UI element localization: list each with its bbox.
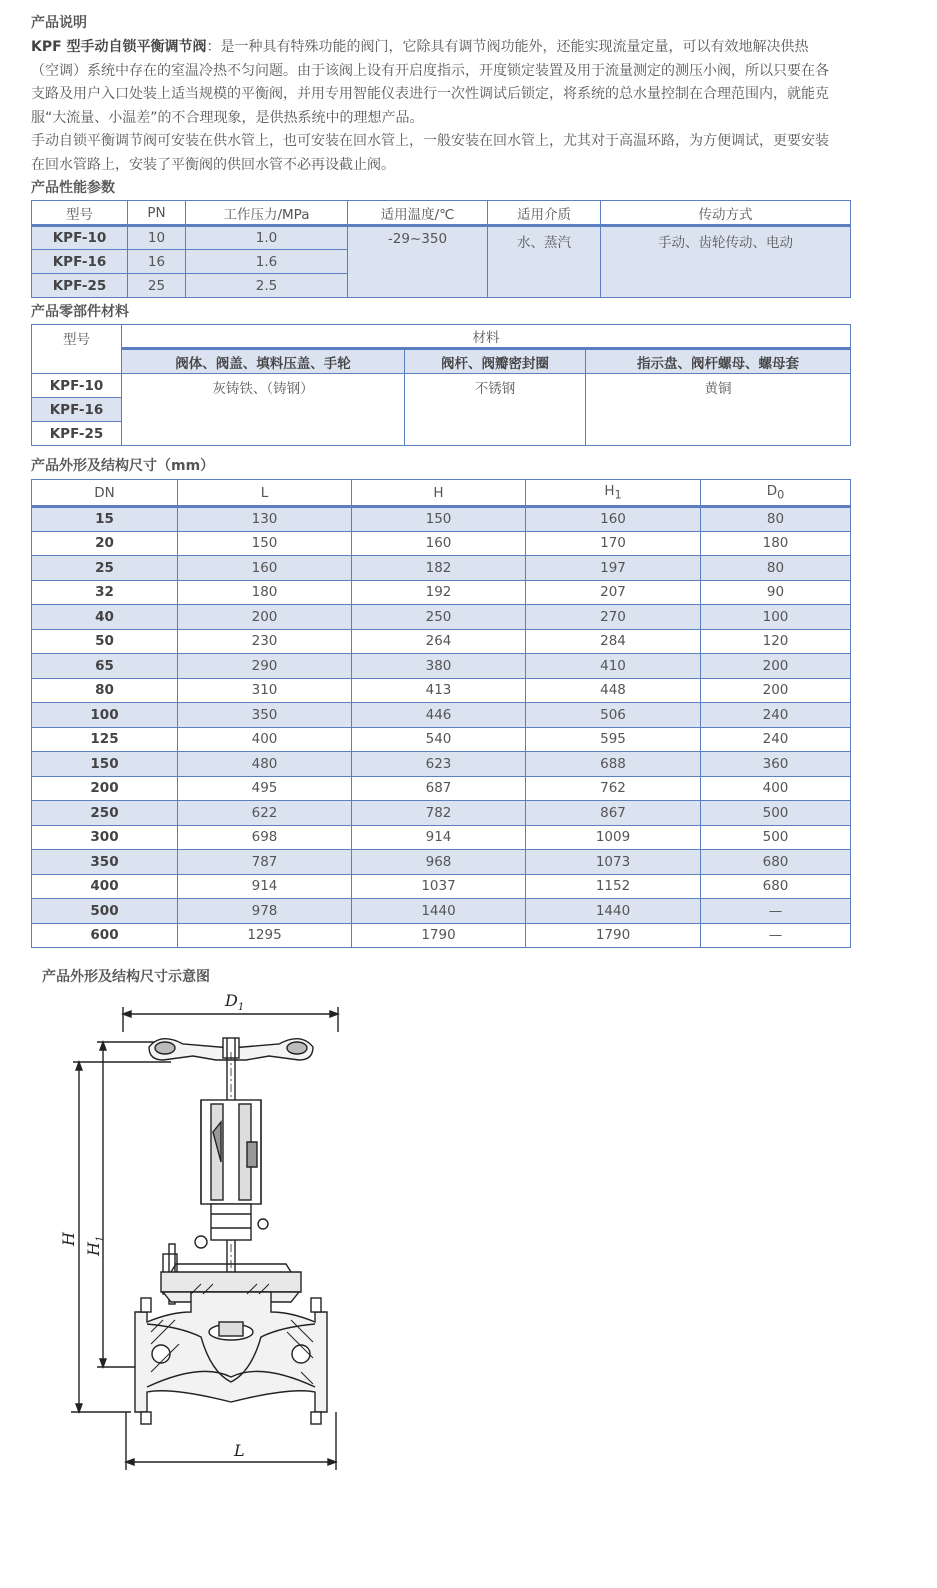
intro-line-6: 在回水管路上，安装了平衡阀的供回水管不必再设截止阀。 (31, 156, 395, 173)
dims-cell: 150 (352, 507, 526, 532)
parts-model: KPF-25 (32, 422, 122, 446)
perf-col-medium: 适用介质 (488, 201, 601, 226)
table-row (32, 874, 851, 899)
dims-cell: 250 (352, 605, 526, 630)
perf-header-row (32, 201, 851, 226)
parts-material: 灰铸铁、（铸钢） (122, 374, 405, 446)
table-row (32, 531, 851, 556)
table-row (32, 850, 851, 875)
dims-cell: 698 (178, 825, 352, 850)
dims-dn-cell: 500 (32, 899, 178, 924)
dims-cell: — (701, 923, 851, 948)
dims-cell: 284 (526, 629, 701, 654)
parts-sub-header: 阀体、阀盖、填料压盖、手轮 (122, 349, 405, 374)
dims-cell: 130 (178, 507, 352, 532)
perf-pn: 16 (128, 250, 186, 274)
dims-cell: 1073 (526, 850, 701, 875)
dims-cell: 230 (178, 629, 352, 654)
table-row (32, 801, 851, 826)
perf-col-model: 型号 (32, 201, 128, 226)
dims-cell: 687 (352, 776, 526, 801)
perf-col-drive: 传动方式 (601, 201, 851, 226)
dims-cell: 1790 (526, 923, 701, 948)
table-row (32, 923, 851, 948)
intro-heading: 产品说明 (31, 15, 87, 31)
parts-sub-header-row (32, 349, 851, 374)
dims-cell: 1440 (352, 899, 526, 924)
table-row (32, 374, 851, 398)
dims-dn-cell: 20 (32, 531, 178, 556)
dims-cell: 622 (178, 801, 352, 826)
dims-cell: 380 (352, 654, 526, 679)
table-row (32, 752, 851, 777)
dims-cell: 500 (701, 801, 851, 826)
dims-cell: 623 (352, 752, 526, 777)
parts-model: KPF-10 (32, 374, 122, 398)
dims-cell: 240 (701, 727, 851, 752)
dims-cell: 400 (178, 727, 352, 752)
dims-cell: 782 (352, 801, 526, 826)
table-row (32, 678, 851, 703)
dims-cell: 192 (352, 580, 526, 605)
dims-dn-cell: 250 (32, 801, 178, 826)
dims-cell: 1295 (178, 923, 352, 948)
dims-dn-cell: 100 (32, 703, 178, 728)
dims-col-l: L (178, 480, 352, 507)
dims-cell: 762 (526, 776, 701, 801)
dims-dn-cell: 15 (32, 507, 178, 532)
dims-cell: 978 (178, 899, 352, 924)
dims-cell: 680 (701, 850, 851, 875)
dims-dn-cell: 125 (32, 727, 178, 752)
parts-header-row (32, 325, 851, 349)
perf-heading: 产品性能参数 (31, 180, 115, 196)
intro-lead: KPF 型手动自锁平衡调节阀 (31, 39, 207, 55)
dims-dn-cell: 65 (32, 654, 178, 679)
dims-header-row (32, 480, 851, 507)
parts-table (31, 324, 851, 446)
perf-medium: 水、蒸汽 (488, 226, 601, 298)
table-row (32, 556, 851, 581)
dims-cell: 1152 (526, 874, 701, 899)
dims-dn-cell: 40 (32, 605, 178, 630)
valve-diagram (51, 992, 371, 1482)
perf-col-pn: PN (128, 201, 186, 226)
dims-cell: 197 (526, 556, 701, 581)
dims-cell: 1790 (352, 923, 526, 948)
dims-dn-cell: 25 (32, 556, 178, 581)
dims-dn-cell: 350 (32, 850, 178, 875)
table-row (32, 776, 851, 801)
perf-pressure: 1.0 (186, 226, 348, 250)
intro-line-2: （空调）系统中存在的室温冷热不匀问题。由于该阀上设有开启度指示，开度锁定装置及用于流量测定的测压小阀，所以只要在各 (31, 62, 829, 79)
intro-text (31, 36, 901, 177)
parts-material: 不锈钢 (405, 374, 586, 446)
dims-cell: 914 (178, 874, 352, 899)
dims-col-h: H (352, 480, 526, 507)
dims-cell: 264 (352, 629, 526, 654)
dims-cell: 787 (178, 850, 352, 875)
dims-cell: 240 (701, 703, 851, 728)
label-h: H (59, 1232, 78, 1246)
dims-cell: 80 (701, 556, 851, 581)
parts-sub-header: 阀杆、阀瓣密封圈 (405, 349, 586, 374)
dims-cell: 480 (178, 752, 352, 777)
dims-cell: 160 (526, 507, 701, 532)
dims-dn-cell: 150 (32, 752, 178, 777)
diagram-title: 产品外形及结构尺寸示意图 (42, 969, 210, 985)
parts-model: KPF-16 (32, 398, 122, 422)
dims-cell: 180 (178, 580, 352, 605)
dims-cell: 200 (178, 605, 352, 630)
dims-cell: 867 (526, 801, 701, 826)
dims-table (31, 479, 851, 948)
dims-dn-cell: 32 (32, 580, 178, 605)
perf-table (31, 200, 851, 298)
table-row (32, 629, 851, 654)
dims-dn-cell: 300 (32, 825, 178, 850)
dims-cell: 200 (701, 678, 851, 703)
dims-cell: 270 (526, 605, 701, 630)
intro-line-4: 服“大流量、小温差”的不合理现象，是供热系统中的理想产品。 (31, 109, 424, 126)
table-row (32, 703, 851, 728)
perf-col-pressure: 工作压力/MPa (186, 201, 348, 226)
dims-cell: 540 (352, 727, 526, 752)
dims-cell: 80 (701, 507, 851, 532)
dims-cell: 968 (352, 850, 526, 875)
perf-model: KPF-25 (32, 274, 128, 298)
table-row (32, 226, 851, 250)
perf-drive: 手动、齿轮传动、电动 (601, 226, 851, 298)
table-row (32, 605, 851, 630)
dims-dn-cell: 50 (32, 629, 178, 654)
perf-model: KPF-10 (32, 226, 128, 250)
table-row (32, 654, 851, 679)
dims-cell: 413 (352, 678, 526, 703)
dims-cell: 170 (526, 531, 701, 556)
perf-pressure: 1.6 (186, 250, 348, 274)
table-row (32, 507, 851, 532)
dims-cell: 1009 (526, 825, 701, 850)
dims-cell: — (701, 899, 851, 924)
dims-cell: 1440 (526, 899, 701, 924)
dims-cell: 290 (178, 654, 352, 679)
perf-pn: 25 (128, 274, 186, 298)
label-d1: $D_1$ (225, 992, 245, 1013)
parts-col-material: 材料 (122, 325, 851, 349)
table-row (32, 727, 851, 752)
perf-model: KPF-16 (32, 250, 128, 274)
table-row (32, 580, 851, 605)
intro-line-5: 手动自锁平衡调节阀可安装在供水管上，也可安装在回水管上，一般安装在回水管上，尤其对于高温环路，为方便调试，更要安装 (31, 133, 829, 149)
dims-dn-cell: 200 (32, 776, 178, 801)
dims-cell: 160 (178, 556, 352, 581)
dims-cell: 914 (352, 825, 526, 850)
dims-dn-cell: 400 (32, 874, 178, 899)
parts-heading: 产品零部件材料 (31, 304, 129, 320)
dims-cell: 500 (701, 825, 851, 850)
intro-line-1 (31, 36, 901, 60)
dims-heading: 产品外形及结构尺寸（mm） (31, 458, 215, 474)
label-l: L (234, 1441, 245, 1460)
dims-cell: 310 (178, 678, 352, 703)
dims-col-h1: $H_1$ (526, 480, 701, 507)
dims-cell: 350 (178, 703, 352, 728)
dims-cell: 120 (701, 629, 851, 654)
dims-col-d0: $D_0$ (701, 480, 851, 507)
parts-material: 黄铜 (586, 374, 851, 446)
dims-cell: 595 (526, 727, 701, 752)
dims-cell: 446 (352, 703, 526, 728)
dims-cell: 90 (701, 580, 851, 605)
perf-col-temp: 适用温度/℃ (348, 201, 488, 226)
dims-col-dn: DN (32, 480, 178, 507)
table-row (32, 899, 851, 924)
dims-cell: 400 (701, 776, 851, 801)
dims-body (32, 507, 851, 948)
dims-cell: 410 (526, 654, 701, 679)
dims-cell: 160 (352, 531, 526, 556)
dims-cell: 1037 (352, 874, 526, 899)
intro-line-3: 支路及用户入口处装上适当规模的平衡阀，并用专用智能仪表进行一次性调试后锁定，将系统的总水量控制在合理范围内，就能克 (31, 86, 829, 102)
dims-dn-cell: 600 (32, 923, 178, 948)
dims-cell: 180 (701, 531, 851, 556)
dims-cell: 495 (178, 776, 352, 801)
dims-cell: 200 (701, 654, 851, 679)
dims-cell: 688 (526, 752, 701, 777)
dims-cell: 150 (178, 531, 352, 556)
dims-cell: 360 (701, 752, 851, 777)
perf-pn: 10 (128, 226, 186, 250)
perf-temp: -29~350 (348, 226, 488, 298)
dims-cell: 207 (526, 580, 701, 605)
dims-cell: 506 (526, 703, 701, 728)
dims-dn-cell: 80 (32, 678, 178, 703)
parts-col-model: 型号 (32, 325, 122, 374)
dims-cell: 100 (701, 605, 851, 630)
dims-cell: 680 (701, 874, 851, 899)
dims-cell: 448 (526, 678, 701, 703)
label-h1: $H_1$ (84, 1235, 106, 1256)
table-row (32, 825, 851, 850)
intro-lead-rest: ：是一种具有特殊功能的阀门，它除具有调节阀功能外，还能实现流量定量，可以有效地解决供热 (206, 39, 809, 55)
perf-pressure: 2.5 (186, 274, 348, 298)
parts-sub-header: 指示盘、阀杆螺母、螺母套 (586, 349, 851, 374)
dims-cell: 182 (352, 556, 526, 581)
